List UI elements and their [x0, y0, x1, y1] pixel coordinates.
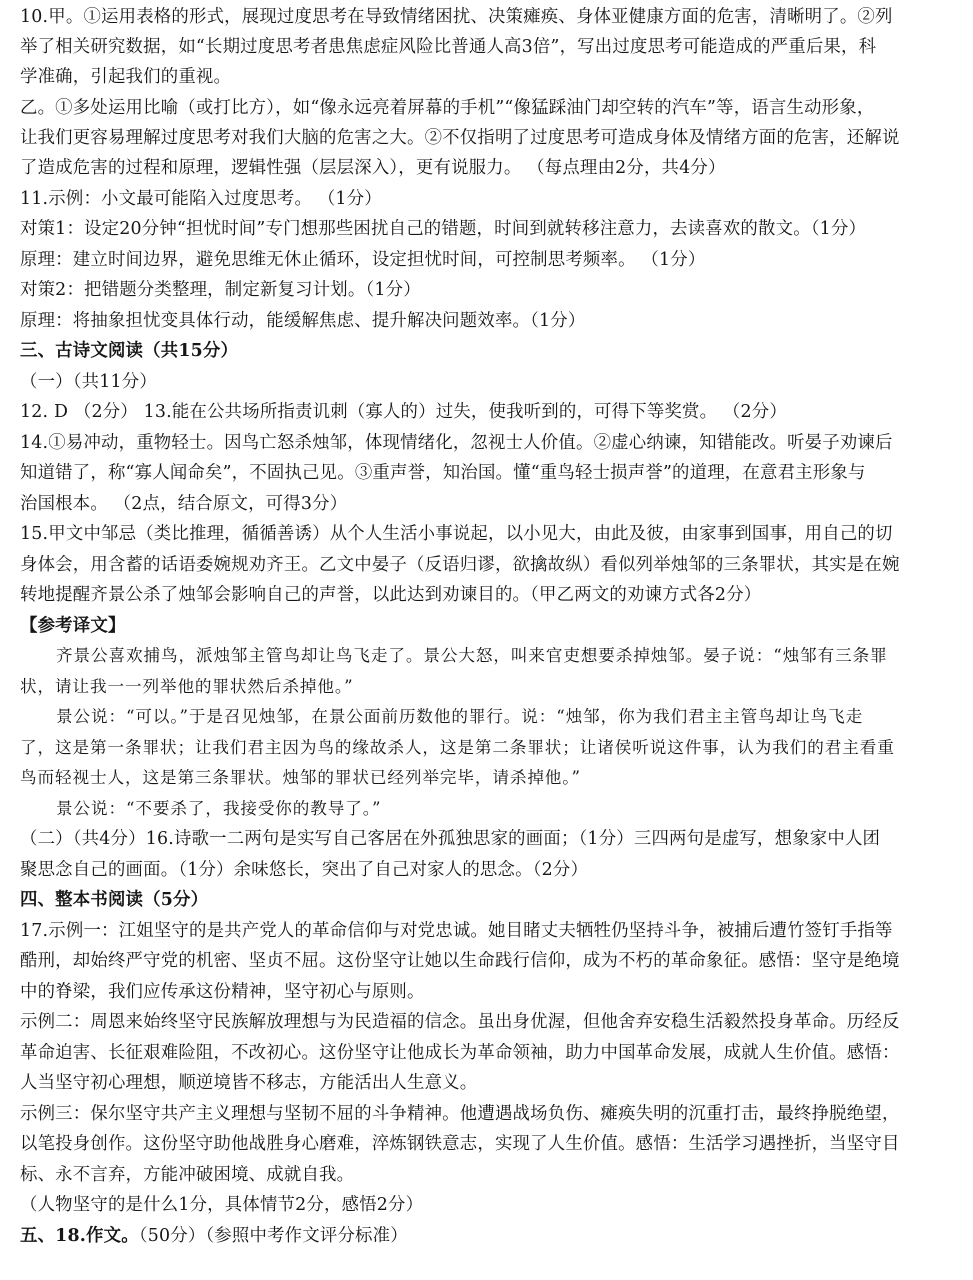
answer-14-line-2: 知道错了，称“寡人闻命矣”，不固执己见。③重声誉，知治国。懂“重鸟轻士损声誉”的道理，在意君主形象与	[20, 463, 866, 483]
strategy-1-line: 对策1：设定20分钟“担忧时间”专门想那些困扰自己的错题，时间到就转移注意力，去读喜欢的散文。（1分）	[20, 219, 867, 239]
answer-15-line-2: 身体会，用含蓄的话语委婉规劝齐王。乙文中晏子（反语归谬，欲擒故纵）看似列举烛邹的三条罪状，其实是在婉	[20, 555, 900, 575]
answer-17-scoring-note: （人物坚守的是什么1分，具体情节2分，感悟2分）	[20, 1195, 424, 1215]
translation-p2-line-2: 了，这是第一条罪状；让我们君主因为鸟的缘故杀人，这是第二条罪状；让诸侯听说这件事，认为我们的君主看重	[20, 738, 895, 757]
strategy-2-line: 对策2：把错题分类整理，制定新复习计划。（1分）	[20, 280, 421, 300]
answer-17-example-3-line-2: 以笔投身创作。这份坚守助他战胜身心磨难，淬炼钢铁意志，实现了人生价值。感悟：生活学习遇挫折，当坚守目	[20, 1134, 900, 1154]
answer-17-example-2-line-3: 人当坚守初心理想，顺逆境皆不移志，方能活出人生意义。	[20, 1073, 478, 1093]
translation-p1-line-1: 齐景公喜欢捕鸟，派烛邹主管鸟却让鸟飞走了。景公大怒，叫来官吏想要杀掉烛邹。晏子说：“烛邹有三条罪	[56, 646, 888, 665]
principle-2-line: 原理：将抽象担忧变具体行动，能缓解焦虑、提升解决问题效率。（1分）	[20, 311, 586, 331]
answer-17-example-2-line-2: 革命迫害、长征艰难险阻，不改初心。这份坚守让他成长为革命领袖，助力中国革命发展，成就人生价值。感悟：	[20, 1043, 900, 1063]
answer-12-13-line: 12. D （2分） 13.能在公共场所指责讥刺（寡人的）过失，使我听到的，可得下等奖赏。 （2分）	[20, 402, 787, 422]
answer-15-line-3: 转地提醒齐景公杀了烛邹会影响自己的声誉，以此达到劝谏目的。（甲乙两文的劝谏方式各2分）	[20, 585, 762, 605]
translation-p1-line-2: 状，请让我一一列举他的罪状然后杀掉他。”	[20, 677, 354, 696]
essay-scoring-note: （50分）（参照中考作文评分标准）	[138, 1226, 408, 1246]
answer-10-line-2: 举了相关研究数据，如“长期过度思考者患焦虑症风险比普通人高3倍”，写出过度思考可能造成的严重后果，科	[20, 37, 877, 57]
answer-17-example-2-line-1: 示例二：周恩来始终坚守民族解放理想与为民造福的信念。虽出身优渥，但他舍弃安稳生活毅然投身革命。历经反	[20, 1012, 900, 1032]
answer-17-example-3-line-3: 标、永不言弃，方能冲破困境、成就自我。	[20, 1165, 355, 1185]
answer-10-yi-line-1: 乙。①多处运用比喻（或打比方），如“像永远亮着屏幕的手机”“像猛踩油门却空转的汽车”等，语言生动形象，	[20, 98, 875, 118]
translation-p2-line-3: 鸟而轻视士人，这是第三条罪状。烛邹的罪状已经列举完毕，请杀掉他。”	[20, 768, 581, 787]
answer-16-line-2: 聚思念自己的画面。（1分）余味悠长，突出了自己对家人的思念。（2分）	[20, 860, 589, 880]
answer-14-line-3: 治国根本。 （2点，结合原文，可得3分）	[20, 494, 348, 514]
answer-11-line: 11.示例：小文最可能陷入过度思考。 （1分）	[20, 189, 382, 209]
answer-10-line-3: 学准确，引起我们的重视。	[20, 67, 232, 87]
section-3-heading: 三、古诗文阅读（共15分）	[20, 341, 239, 361]
answer-17-example-1-line-2: 酷刑，却始终严守党的机密、坚贞不屈。这份坚守让她以生命践行信仰，成为不朽的革命象征。感悟：坚守是绝境	[20, 951, 900, 971]
translation-p2-line-1: 景公说：“可以。”于是召见烛邹，在景公面前历数他的罪行。说：“烛邹，你为我们君主主管鸟却让鸟飞走	[56, 707, 864, 726]
answer-10-line-1: 10.甲。①运用表格的形式，展现过度思考在导致情绪困扰、决策瘫痪、身体亚健康方面的危害，清晰明了。②列	[20, 7, 893, 27]
principle-1-line: 原理：建立时间边界，避免思维无休止循环，设定担忧时间，可控制思考频率。 （1分）	[20, 250, 706, 270]
essay-heading: 五、18.作文。	[20, 1226, 139, 1246]
answer-17-example-1-line-3: 中的脊梁，我们应传承这份精神，坚守初心与原则。	[20, 982, 425, 1002]
answer-16-line-1: （二）（共4分）16.诗歌一二两句是实写自己客居在外孤独思家的画面；（1分）三四两句是虚写，想象家中人团	[20, 829, 881, 849]
answer-15-line-1: 15.甲文中邹忌（类比推理，循循善诱）从个人生活小事说起，以小见大，由此及彼，由家事到国事，用自己的切	[20, 524, 893, 544]
answer-17-example-1-line-1: 17.示例一：江姐坚守的是共产党人的革命信仰与对党忠诚。她目睹丈夫牺牲仍坚持斗争，被捕后遭竹签钉手指等	[20, 921, 893, 941]
answer-10-yi-line-3: 了造成危害的过程和原理，逻辑性强（层层深入），更有说服力。 （每点理由2分，共4分）	[20, 158, 726, 178]
answer-10-yi-line-2: 让我们更容易理解过度思考对我们大脑的危害之大。②不仅指明了过度思考可造成身体及情绪方面的危害，还解说	[20, 128, 900, 148]
translation-p3-line: 景公说：“不要杀了，我接受你的教导了。”	[56, 799, 382, 818]
section-5-line	[20, 1221, 956, 1251]
subsection-1-heading: （一）（共11分）	[20, 372, 157, 392]
reference-translation-heading: 【参考译文】	[20, 616, 126, 636]
answer-14-line-1: 14.①易冲动，重物轻士。因鸟亡怒杀烛邹，体现情绪化，忽视士人价值。②虚心纳谏，知错能改。听晏子劝谏后	[20, 433, 893, 453]
answer-17-example-3-line-1: 示例三：保尔坚守共产主义理想与坚韧不屈的斗争精神。他遭遇战场负伤、瘫痪失明的沉重打击，最终挣脱绝望，	[20, 1104, 900, 1124]
section-4-heading: 四、整本书阅读（5分）	[20, 890, 209, 910]
